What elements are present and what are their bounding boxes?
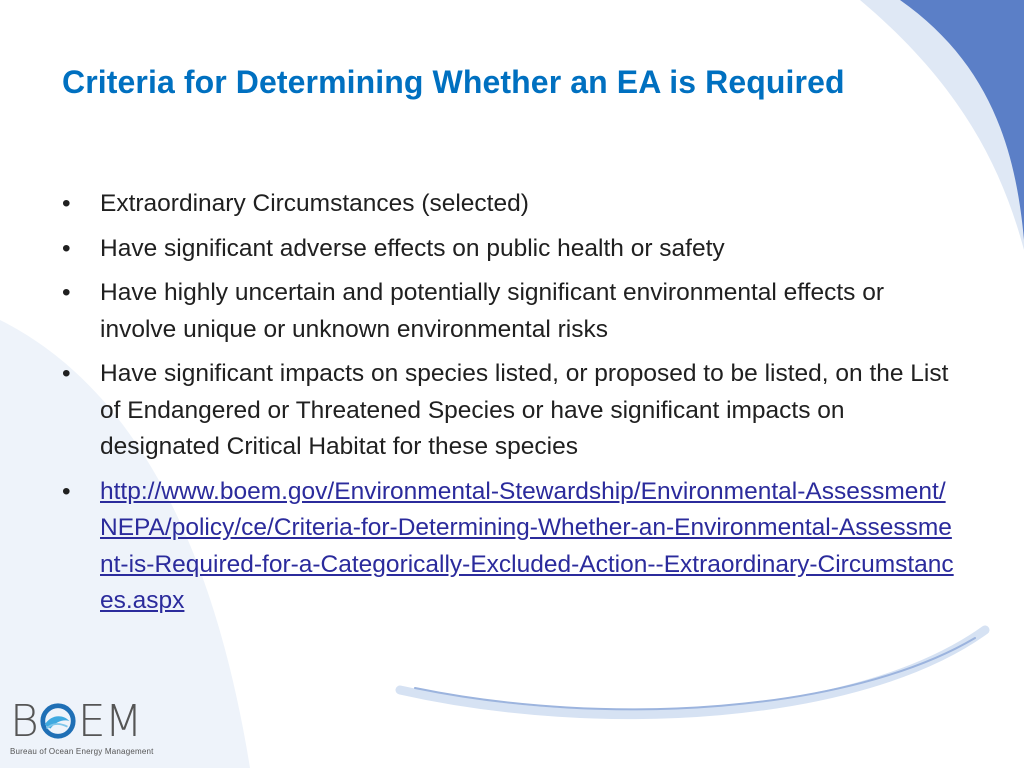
bullet-item: • Extraordinary Circumstances (selected) <box>62 186 962 223</box>
slide-title: Criteria for Determining Whether an EA is Required <box>62 64 845 100</box>
bullet-item: • Have highly uncertain and potentially significant environmental effects or involve unique or unknown environmental risks <box>62 275 962 348</box>
bullet-item: • Have significant adverse effects on public health or safety <box>62 231 962 268</box>
bullet-list <box>62 186 962 628</box>
bottom-curve-accent <box>415 638 975 709</box>
logo-letters-em: EM <box>77 696 142 747</box>
logo-wordmark <box>10 696 142 747</box>
boem-policy-link[interactable]: http://www.boem.gov/Environmental-Stewardship/Environmental-Assessment/NEPA/policy/ce/Criteria-for-Determining-Whether-an-Environmental-Assessment-is-Required-for-a-Categorically-Excluded-Action--Extraordinary-Circumstances.aspx <box>100 477 954 614</box>
bullet-item: • Have significant impacts on species listed, or proposed to be listed, on the List of Endangered or Threatened Species or have significant impacts on designated Critical Habitat for these species <box>62 356 962 466</box>
logo-letter-b: B <box>10 696 38 747</box>
boem-logo <box>10 696 170 762</box>
bullet-item-link <box>62 474 962 620</box>
logo-wave-o-icon <box>39 702 77 740</box>
logo-tagline: Bureau of Ocean Energy Management <box>10 747 154 756</box>
